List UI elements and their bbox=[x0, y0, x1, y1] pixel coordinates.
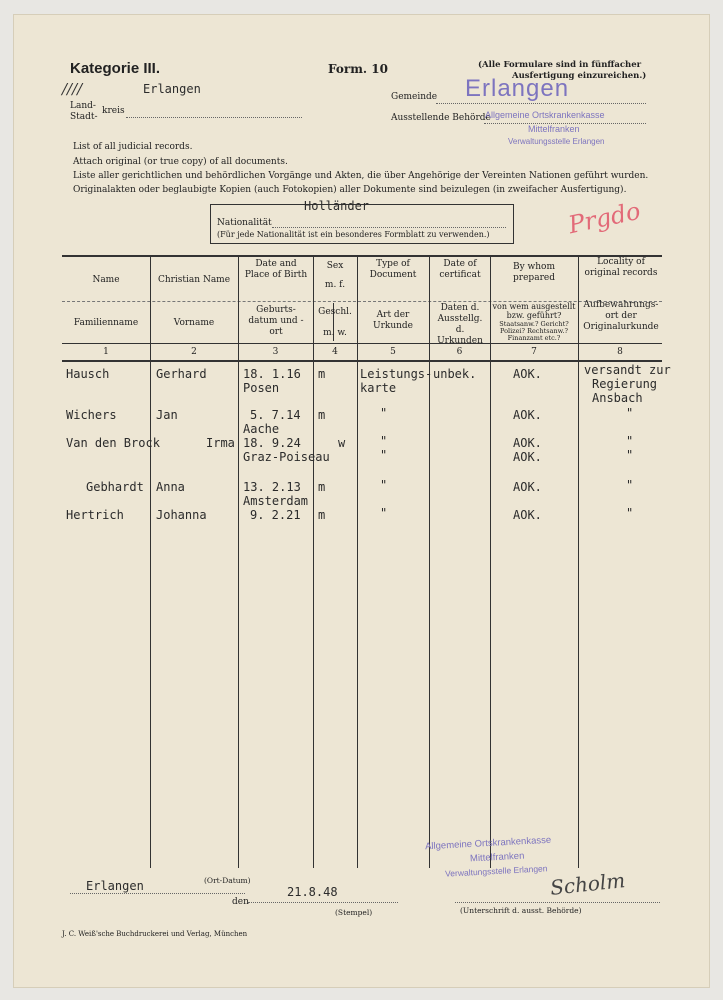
row1-doctype-2: karte bbox=[360, 381, 397, 395]
row3-name: Van den Brock bbox=[66, 436, 160, 450]
gemeinde-stamp: Erlangen bbox=[465, 75, 570, 102]
footer-date-line bbox=[248, 902, 398, 903]
kreis-value: Erlangen bbox=[143, 82, 201, 96]
row1-date: unbek. bbox=[433, 367, 477, 381]
col-header-vorname-en: Christian Name bbox=[157, 275, 231, 285]
row3-locality-b: " bbox=[626, 448, 634, 462]
row2-birth-date: 5. 7.14 bbox=[250, 408, 301, 422]
row1-locality-2: Regierung bbox=[592, 377, 658, 391]
instruction-1: List of all judicial records. bbox=[73, 142, 193, 152]
row3-doctype: " bbox=[380, 434, 388, 448]
col-header-sex-en: Sex bbox=[326, 261, 344, 271]
footer-stamp-3: Verwaltungsstelle Erlangen bbox=[444, 863, 548, 879]
footer-signature-line bbox=[455, 902, 660, 903]
col-number-7: 7 bbox=[531, 347, 537, 357]
col-number-2: 2 bbox=[191, 347, 197, 357]
gemeinde-label: Gemeinde bbox=[391, 92, 438, 102]
kreis-handwritten-mark: //// bbox=[62, 80, 83, 98]
col-header-locality-de: Aufbewahrungs- ort der Originalurkunde bbox=[583, 300, 659, 332]
footer-place: Erlangen bbox=[86, 879, 144, 893]
kreis-field-line bbox=[126, 117, 302, 118]
col-number-6: 6 bbox=[456, 347, 463, 357]
submission-note-1: (Alle Formulare sind in fünffacher bbox=[478, 60, 642, 70]
instruction-4: Originalakten oder beglaubigte Kopien (auch Fotokopien) aller Dokumente sind beizulegen (in zweifacher Ausfertigung). bbox=[73, 185, 627, 195]
footer-signature: Scholm bbox=[548, 868, 627, 900]
row2-vorname: Jan bbox=[156, 408, 178, 422]
row5-name: Hertrich bbox=[66, 508, 124, 522]
col-number-4: 4 bbox=[332, 347, 338, 357]
col-header-vorname-de: Vorname bbox=[173, 318, 215, 328]
row4-by: AOK. bbox=[513, 480, 542, 494]
nationality-note: (Für jede Nationalität ist ein besonderes Formblatt zu verwenden.) bbox=[217, 230, 490, 239]
kategorie-title: Kategorie III. bbox=[70, 60, 161, 77]
row3-birth-date: 18. 9.24 bbox=[243, 436, 301, 450]
stadt-label: Stadt- bbox=[70, 112, 98, 122]
row2-birth-place: Aache bbox=[243, 422, 280, 436]
row5-by: AOK. bbox=[513, 508, 542, 522]
row4-doctype: " bbox=[380, 478, 388, 492]
row1-vorname: Gerhard bbox=[156, 367, 207, 381]
row1-birth-date: 18. 1.16 bbox=[243, 367, 301, 381]
col-header-by-de-small: Staatsanw.? Gericht? Polizei? Rechtsanw.? Finanzamt etc.? bbox=[499, 320, 569, 342]
nationality-label: Nationalität bbox=[217, 218, 272, 228]
nationality-field-line bbox=[272, 227, 506, 228]
behoerde-field-line bbox=[484, 123, 646, 124]
footer-stamp-1: Allgemeine Ortskrankenkasse bbox=[424, 834, 552, 853]
behoerde-stamp-2: Mittelfranken bbox=[528, 124, 580, 134]
row1-locality-3: Ansbach bbox=[592, 391, 643, 405]
form-number: Form. 10 bbox=[328, 62, 388, 76]
row4-birth-date: 13. 2.13 bbox=[243, 480, 301, 494]
col-header-by-en: By whom prepared bbox=[512, 262, 555, 283]
printer-imprint: J. C. Weiß'sche Buchdruckerei und Verlag, München bbox=[62, 930, 248, 938]
instruction-3: Liste aller gerichtlichen und behördlichen Vorgänge und Akten, die über Angehörige der Vereinten Nationen geführt wurden. bbox=[73, 171, 649, 181]
row1-doctype: Leistungs- bbox=[360, 367, 433, 381]
instruction-2: Attach original (or true copy) of all documents. bbox=[73, 157, 288, 167]
col-header-sex-sub-de: m. w. bbox=[323, 328, 347, 338]
row4-locality: " bbox=[626, 478, 634, 492]
col-header-by-de: von wem ausgestellt bzw. geführt? bbox=[492, 302, 576, 320]
row4-birth-place: Amsterdam bbox=[243, 494, 309, 508]
submission-note-2: Ausfertigung einzureichen.) bbox=[512, 71, 647, 81]
col-number-3: 3 bbox=[272, 347, 279, 357]
footer-unterschrift-label: (Unterschrift d. ausst. Behörde) bbox=[460, 906, 582, 915]
row4-name: Gebhardt bbox=[86, 480, 144, 494]
row3-by-b: AOK. bbox=[513, 450, 542, 464]
col-number-1: 1 bbox=[103, 347, 109, 357]
row3-birth-place: Graz-Poiseau bbox=[243, 450, 330, 464]
col-header-birth-de: Geburts- datum und -ort bbox=[248, 305, 304, 337]
kreis-label: kreis bbox=[102, 106, 125, 116]
row4-sex: m bbox=[318, 480, 326, 494]
col-header-sex-sub-en: m. f. bbox=[324, 280, 346, 290]
row4-vorname: Anna bbox=[156, 480, 185, 494]
row5-vorname: Johanna bbox=[156, 508, 207, 522]
row2-locality: " bbox=[626, 406, 634, 420]
behoerde-stamp-1: Allgemeine Ortskrankenkasse bbox=[485, 110, 605, 120]
row2-by: AOK. bbox=[513, 408, 542, 422]
col-header-date-de: Daten d. Ausstellg. d. Urkunden bbox=[437, 303, 483, 346]
row2-doctype: " bbox=[380, 406, 388, 420]
row3-vorname: Irma bbox=[206, 436, 235, 450]
table-number-row-bottom bbox=[62, 360, 662, 362]
red-handwritten-mark: Prgdo bbox=[565, 196, 643, 240]
table-header-bottom bbox=[62, 343, 662, 344]
row3-sex: w bbox=[338, 436, 346, 450]
col-number-8: 8 bbox=[617, 347, 623, 357]
row5-locality: " bbox=[626, 506, 634, 520]
footer-stempel-label: (Stempel) bbox=[335, 908, 373, 917]
footer-place-line bbox=[70, 893, 245, 894]
col-header-sex-de: Geschl. bbox=[318, 307, 352, 317]
nationality-value: Holländer bbox=[304, 199, 370, 213]
col-header-doctype-de: Art der Urkunde bbox=[372, 310, 414, 331]
row1-locality: versandt zur bbox=[584, 363, 671, 377]
col-header-doctype-en: Type of Document bbox=[369, 259, 417, 280]
footer-den-label: den bbox=[232, 897, 249, 907]
behoerde-label: Ausstellende Behörde bbox=[391, 113, 491, 123]
col-header-date-en: Date of certificat bbox=[439, 259, 481, 280]
row1-sex: m bbox=[318, 367, 326, 381]
land-label: Land- bbox=[70, 101, 96, 111]
row5-sex: m bbox=[318, 508, 326, 522]
behoerde-stamp-3: Verwaltungsstelle Erlangen bbox=[508, 137, 605, 146]
row3-by: AOK. bbox=[513, 436, 542, 450]
table-top-rule bbox=[62, 255, 662, 257]
col-header-name-de: Familienname bbox=[73, 318, 139, 328]
gemeinde-field-line bbox=[436, 103, 646, 104]
row3-locality: " bbox=[626, 434, 634, 448]
row1-birth-place: Posen bbox=[243, 381, 280, 395]
row1-by: AOK. bbox=[513, 367, 542, 381]
footer-date: 21.8.48 bbox=[287, 885, 338, 899]
col-header-locality-en: Locality of original records bbox=[584, 257, 658, 278]
row3-doctype-b: " bbox=[380, 448, 388, 462]
row2-sex: m bbox=[318, 408, 326, 422]
row2-name: Wichers bbox=[66, 408, 117, 422]
col-header-birth-en: Date and Place of Birth bbox=[244, 259, 308, 280]
row1-name: Hausch bbox=[66, 367, 110, 381]
col-number-5: 5 bbox=[390, 347, 396, 357]
footer-ort-label: (Ort-Datum) bbox=[204, 876, 251, 885]
row5-birth-date: 9. 2.21 bbox=[250, 508, 301, 522]
col-header-name-en: Name bbox=[92, 275, 120, 285]
footer-stamp-2: Mittelfranken bbox=[469, 850, 525, 865]
row5-doctype: " bbox=[380, 506, 388, 520]
